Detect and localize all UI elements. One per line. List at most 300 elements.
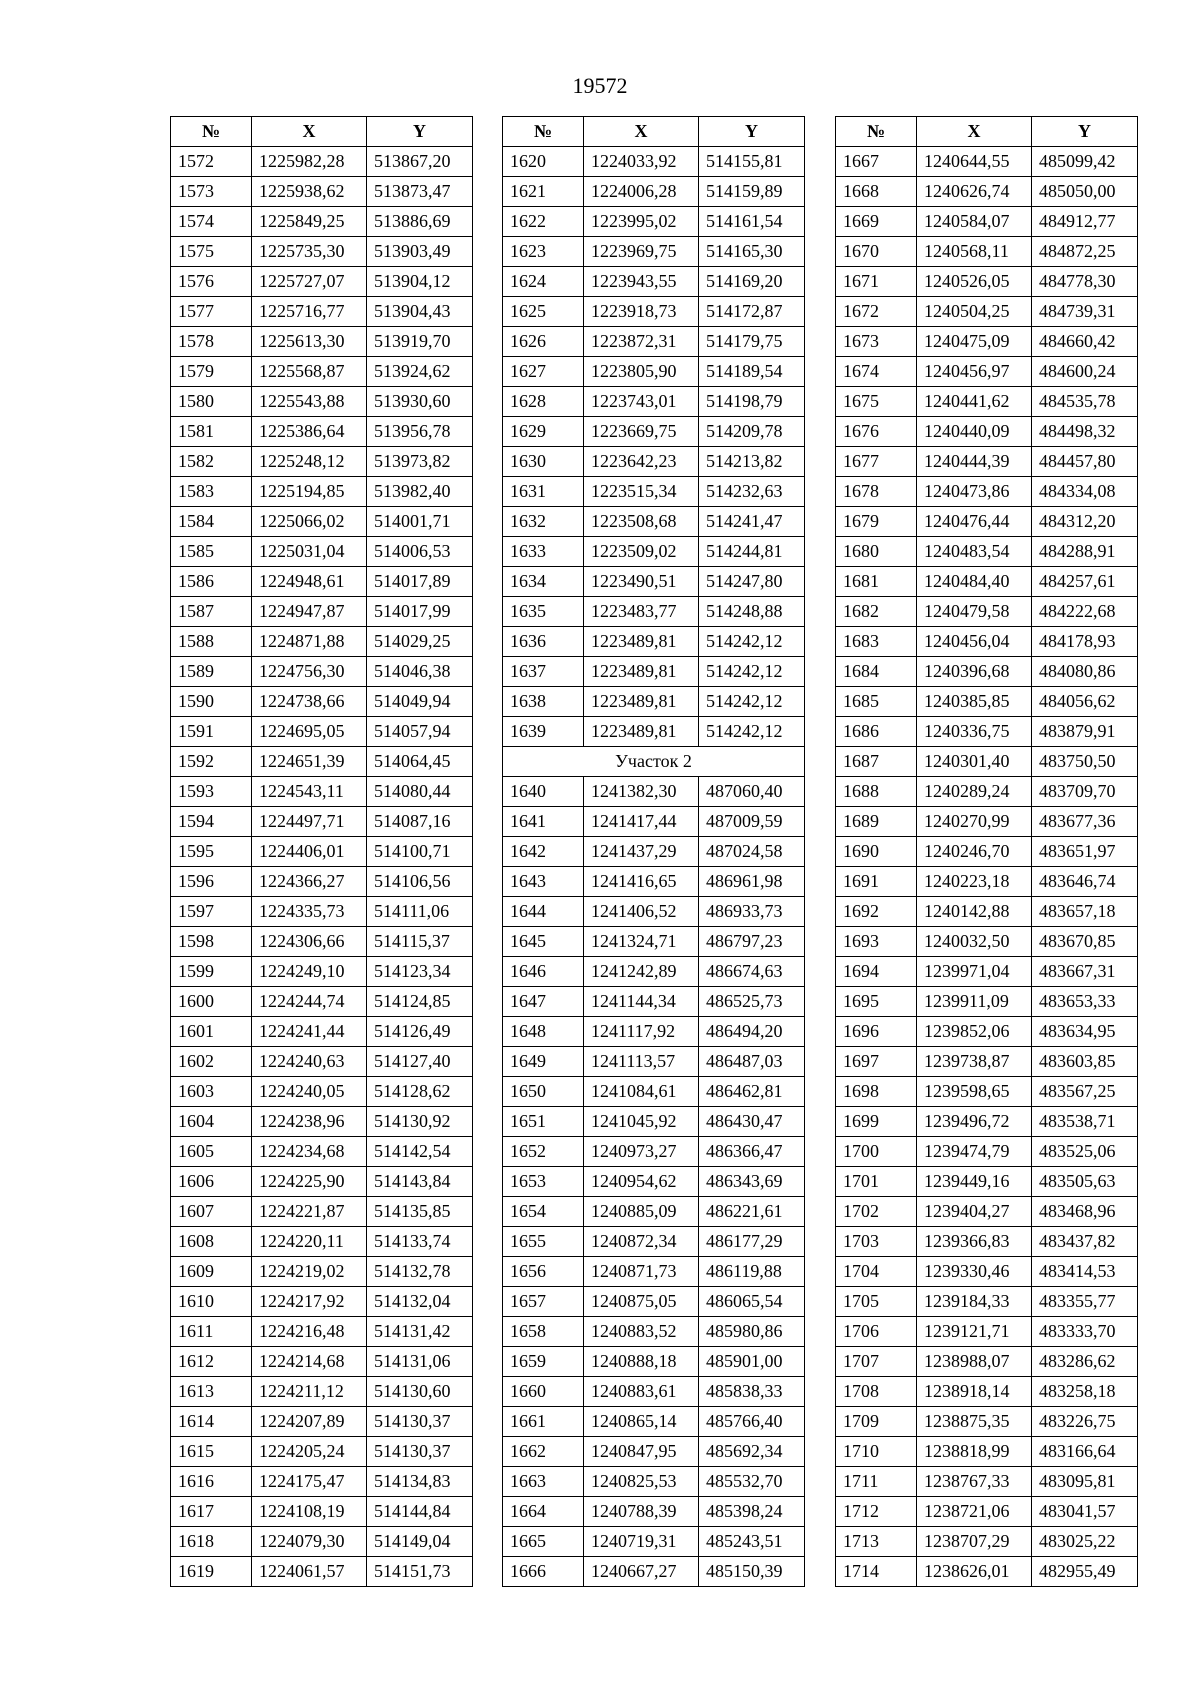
point-number-cell: 1709	[836, 1407, 917, 1437]
y-coordinate-cell: 484498,32	[1032, 417, 1138, 447]
table-row	[503, 1407, 805, 1437]
y-coordinate-cell: 514057,94	[367, 717, 473, 747]
x-coordinate-cell: 1240456,04	[917, 627, 1032, 657]
table-header-row	[503, 117, 805, 147]
x-coordinate-cell: 1223483,77	[584, 597, 699, 627]
table-row	[503, 1197, 805, 1227]
point-number-cell: 1633	[503, 537, 584, 567]
x-coordinate-cell: 1224220,11	[252, 1227, 367, 1257]
x-coordinate-cell: 1240246,70	[917, 837, 1032, 867]
y-coordinate-cell: 514244,81	[699, 537, 805, 567]
x-coordinate-cell: 1223872,31	[584, 327, 699, 357]
table-row	[171, 837, 473, 867]
header-y: Y	[367, 117, 473, 147]
coordinates-table-1	[170, 116, 473, 1587]
header-x: X	[584, 117, 699, 147]
y-coordinate-cell: 486119,88	[699, 1257, 805, 1287]
x-coordinate-cell: 1224238,96	[252, 1107, 367, 1137]
y-coordinate-cell: 485050,00	[1032, 177, 1138, 207]
y-coordinate-cell: 514161,54	[699, 207, 805, 237]
table-row	[836, 1137, 1138, 1167]
table-row	[503, 627, 805, 657]
table-row	[836, 1197, 1138, 1227]
y-coordinate-cell: 483750,50	[1032, 747, 1138, 777]
point-number-cell: 1647	[503, 987, 584, 1017]
table-row	[171, 537, 473, 567]
x-coordinate-cell: 1241117,92	[584, 1017, 699, 1047]
y-coordinate-cell: 486430,47	[699, 1107, 805, 1137]
y-coordinate-cell: 514242,12	[699, 627, 805, 657]
point-number-cell: 1694	[836, 957, 917, 987]
table-row	[171, 807, 473, 837]
y-coordinate-cell: 484872,25	[1032, 237, 1138, 267]
y-coordinate-cell: 486961,98	[699, 867, 805, 897]
x-coordinate-cell: 1238721,06	[917, 1497, 1032, 1527]
point-number-cell: 1680	[836, 537, 917, 567]
table-row	[836, 597, 1138, 627]
point-number-cell: 1600	[171, 987, 252, 1017]
point-number-cell: 1656	[503, 1257, 584, 1287]
table-row	[171, 447, 473, 477]
point-number-cell: 1639	[503, 717, 584, 747]
point-number-cell: 1670	[836, 237, 917, 267]
y-coordinate-cell: 514134,83	[367, 1467, 473, 1497]
table-row	[503, 357, 805, 387]
y-coordinate-cell: 484457,80	[1032, 447, 1138, 477]
point-number-cell: 1625	[503, 297, 584, 327]
table-row	[171, 567, 473, 597]
x-coordinate-cell: 1240568,11	[917, 237, 1032, 267]
point-number-cell: 1605	[171, 1137, 252, 1167]
point-number-cell: 1668	[836, 177, 917, 207]
y-coordinate-cell: 514126,49	[367, 1017, 473, 1047]
y-coordinate-cell: 483041,57	[1032, 1497, 1138, 1527]
table-row	[503, 297, 805, 327]
y-coordinate-cell: 514189,54	[699, 357, 805, 387]
table-row	[171, 1137, 473, 1167]
x-coordinate-cell: 1224366,27	[252, 867, 367, 897]
point-number-cell: 1649	[503, 1047, 584, 1077]
x-coordinate-cell: 1240954,62	[584, 1167, 699, 1197]
y-coordinate-cell: 484056,62	[1032, 687, 1138, 717]
y-coordinate-cell: 483651,97	[1032, 837, 1138, 867]
x-coordinate-cell: 1240444,39	[917, 447, 1032, 477]
section-title: Участок 2	[503, 747, 805, 777]
y-coordinate-cell: 487009,59	[699, 807, 805, 837]
table-row	[503, 237, 805, 267]
x-coordinate-cell: 1223969,75	[584, 237, 699, 267]
point-number-cell: 1643	[503, 867, 584, 897]
table-row	[503, 507, 805, 537]
x-coordinate-cell: 1240504,25	[917, 297, 1032, 327]
point-number-cell: 1603	[171, 1077, 252, 1107]
point-number-cell: 1646	[503, 957, 584, 987]
table-row	[171, 357, 473, 387]
x-coordinate-cell: 1224234,68	[252, 1137, 367, 1167]
point-number-cell: 1705	[836, 1287, 917, 1317]
table-row	[171, 747, 473, 777]
x-coordinate-cell: 1223489,81	[584, 657, 699, 687]
header-x: X	[917, 117, 1032, 147]
point-number-cell: 1654	[503, 1197, 584, 1227]
x-coordinate-cell: 1240584,07	[917, 207, 1032, 237]
x-coordinate-cell: 1224211,12	[252, 1377, 367, 1407]
table-row	[503, 447, 805, 477]
point-number-cell: 1587	[171, 597, 252, 627]
x-coordinate-cell: 1239474,79	[917, 1137, 1032, 1167]
table-row	[836, 1467, 1138, 1497]
table-row	[836, 417, 1138, 447]
y-coordinate-cell: 513903,49	[367, 237, 473, 267]
x-coordinate-cell: 1223943,55	[584, 267, 699, 297]
x-coordinate-cell: 1223918,73	[584, 297, 699, 327]
x-coordinate-cell: 1241113,57	[584, 1047, 699, 1077]
table-row	[503, 417, 805, 447]
point-number-cell: 1622	[503, 207, 584, 237]
y-coordinate-cell: 514242,12	[699, 687, 805, 717]
point-number-cell: 1707	[836, 1347, 917, 1377]
x-coordinate-cell: 1224335,73	[252, 897, 367, 927]
x-coordinate-cell: 1240396,68	[917, 657, 1032, 687]
x-coordinate-cell: 1238875,35	[917, 1407, 1032, 1437]
table-row	[171, 627, 473, 657]
table-row	[836, 537, 1138, 567]
x-coordinate-cell: 1224225,90	[252, 1167, 367, 1197]
table-row	[171, 957, 473, 987]
point-number-cell: 1703	[836, 1227, 917, 1257]
point-number-cell: 1582	[171, 447, 252, 477]
x-coordinate-cell: 1240626,74	[917, 177, 1032, 207]
x-coordinate-cell: 1239184,33	[917, 1287, 1032, 1317]
table-row	[171, 1257, 473, 1287]
table-row	[836, 387, 1138, 417]
point-number-cell: 1648	[503, 1017, 584, 1047]
point-number-cell: 1584	[171, 507, 252, 537]
point-number-cell: 1599	[171, 957, 252, 987]
point-number-cell: 1620	[503, 147, 584, 177]
table-row	[836, 1437, 1138, 1467]
table-row	[836, 1407, 1138, 1437]
y-coordinate-cell: 514247,80	[699, 567, 805, 597]
point-number-cell: 1627	[503, 357, 584, 387]
table-row	[171, 1197, 473, 1227]
header-number: №	[171, 117, 252, 147]
x-coordinate-cell: 1224948,61	[252, 567, 367, 597]
x-coordinate-cell: 1241324,71	[584, 927, 699, 957]
point-number-cell: 1666	[503, 1557, 584, 1587]
x-coordinate-cell: 1225248,12	[252, 447, 367, 477]
x-coordinate-cell: 1241084,61	[584, 1077, 699, 1107]
table-row	[171, 1227, 473, 1257]
y-coordinate-cell: 487024,58	[699, 837, 805, 867]
header-number: №	[503, 117, 584, 147]
x-coordinate-cell: 1241416,65	[584, 867, 699, 897]
x-coordinate-cell: 1240667,27	[584, 1557, 699, 1587]
y-coordinate-cell: 514046,38	[367, 657, 473, 687]
x-coordinate-cell: 1240883,52	[584, 1317, 699, 1347]
point-number-cell: 1672	[836, 297, 917, 327]
y-coordinate-cell: 514133,74	[367, 1227, 473, 1257]
x-coordinate-cell: 1241144,34	[584, 987, 699, 1017]
x-coordinate-cell: 1241382,30	[584, 777, 699, 807]
table-row	[171, 987, 473, 1017]
table-row	[836, 807, 1138, 837]
x-coordinate-cell: 1240719,31	[584, 1527, 699, 1557]
point-number-cell: 1653	[503, 1167, 584, 1197]
table-row	[836, 777, 1138, 807]
table-row	[836, 987, 1138, 1017]
point-number-cell: 1597	[171, 897, 252, 927]
table-row	[503, 327, 805, 357]
y-coordinate-cell: 485980,86	[699, 1317, 805, 1347]
point-number-cell: 1671	[836, 267, 917, 297]
table-row	[836, 1107, 1138, 1137]
table-row	[171, 927, 473, 957]
y-coordinate-cell: 514232,63	[699, 477, 805, 507]
y-coordinate-cell: 514135,85	[367, 1197, 473, 1227]
table-row	[503, 1347, 805, 1377]
point-number-cell: 1697	[836, 1047, 917, 1077]
table-row	[503, 807, 805, 837]
y-coordinate-cell: 514017,99	[367, 597, 473, 627]
point-number-cell: 1607	[171, 1197, 252, 1227]
table-row	[171, 1377, 473, 1407]
x-coordinate-cell: 1240301,40	[917, 747, 1032, 777]
y-coordinate-cell: 514131,06	[367, 1347, 473, 1377]
point-number-cell: 1690	[836, 837, 917, 867]
y-coordinate-cell: 482955,49	[1032, 1557, 1138, 1587]
x-coordinate-cell: 1240032,50	[917, 927, 1032, 957]
point-number-cell: 1619	[171, 1557, 252, 1587]
y-coordinate-cell: 486177,29	[699, 1227, 805, 1257]
y-coordinate-cell: 483653,33	[1032, 987, 1138, 1017]
y-coordinate-cell: 514130,92	[367, 1107, 473, 1137]
point-number-cell: 1674	[836, 357, 917, 387]
table-row	[171, 1047, 473, 1077]
table-row	[503, 387, 805, 417]
table-row	[171, 1467, 473, 1497]
table-row	[836, 1347, 1138, 1377]
y-coordinate-cell: 514124,85	[367, 987, 473, 1017]
table-row	[503, 1317, 805, 1347]
table-row	[836, 657, 1138, 687]
x-coordinate-cell: 1240223,18	[917, 867, 1032, 897]
x-coordinate-cell: 1224695,05	[252, 717, 367, 747]
point-number-cell: 1640	[503, 777, 584, 807]
table-row	[503, 927, 805, 957]
point-number-cell: 1706	[836, 1317, 917, 1347]
y-coordinate-cell: 514198,79	[699, 387, 805, 417]
y-coordinate-cell: 486494,20	[699, 1017, 805, 1047]
x-coordinate-cell: 1225568,87	[252, 357, 367, 387]
table-row	[171, 1107, 473, 1137]
point-number-cell: 1661	[503, 1407, 584, 1437]
x-coordinate-cell: 1224108,19	[252, 1497, 367, 1527]
point-number-cell: 1632	[503, 507, 584, 537]
y-coordinate-cell: 514242,12	[699, 657, 805, 687]
y-coordinate-cell: 483437,82	[1032, 1227, 1138, 1257]
table-row	[836, 267, 1138, 297]
x-coordinate-cell: 1225194,85	[252, 477, 367, 507]
x-coordinate-cell: 1241242,89	[584, 957, 699, 987]
table-row	[836, 297, 1138, 327]
x-coordinate-cell: 1240142,88	[917, 897, 1032, 927]
y-coordinate-cell: 486487,03	[699, 1047, 805, 1077]
x-coordinate-cell: 1240888,18	[584, 1347, 699, 1377]
point-number-cell: 1611	[171, 1317, 252, 1347]
table-row	[503, 777, 805, 807]
table-row	[171, 1527, 473, 1557]
y-coordinate-cell: 514132,04	[367, 1287, 473, 1317]
x-coordinate-cell: 1224241,44	[252, 1017, 367, 1047]
point-number-cell: 1592	[171, 747, 252, 777]
point-number-cell: 1663	[503, 1467, 584, 1497]
x-coordinate-cell: 1239330,46	[917, 1257, 1032, 1287]
x-coordinate-cell: 1225735,30	[252, 237, 367, 267]
table-row	[171, 1557, 473, 1587]
y-coordinate-cell: 514144,84	[367, 1497, 473, 1527]
point-number-cell: 1682	[836, 597, 917, 627]
table-row	[171, 417, 473, 447]
y-coordinate-cell: 484312,20	[1032, 507, 1138, 537]
x-coordinate-cell: 1224249,10	[252, 957, 367, 987]
table-row	[836, 177, 1138, 207]
point-number-cell: 1700	[836, 1137, 917, 1167]
table-row	[836, 927, 1138, 957]
table-row	[503, 1287, 805, 1317]
x-coordinate-cell: 1238818,99	[917, 1437, 1032, 1467]
x-coordinate-cell: 1224006,28	[584, 177, 699, 207]
table-row	[171, 387, 473, 417]
table-row	[836, 687, 1138, 717]
table-row	[171, 717, 473, 747]
point-number-cell: 1613	[171, 1377, 252, 1407]
table-row	[836, 747, 1138, 777]
x-coordinate-cell: 1223515,34	[584, 477, 699, 507]
table-row	[836, 1287, 1138, 1317]
point-number-cell: 1676	[836, 417, 917, 447]
point-number-cell: 1573	[171, 177, 252, 207]
page-number: 19572	[572, 73, 628, 98]
table-row	[171, 1287, 473, 1317]
table-row	[503, 1257, 805, 1287]
y-coordinate-cell: 514064,45	[367, 747, 473, 777]
table-row	[836, 1017, 1138, 1047]
x-coordinate-cell: 1240847,95	[584, 1437, 699, 1467]
y-coordinate-cell: 483414,53	[1032, 1257, 1138, 1287]
x-coordinate-cell: 1224497,71	[252, 807, 367, 837]
table-row	[836, 627, 1138, 657]
table-row	[503, 837, 805, 867]
y-coordinate-cell: 514111,06	[367, 897, 473, 927]
x-coordinate-cell: 1240644,55	[917, 147, 1032, 177]
table-row	[171, 477, 473, 507]
point-number-cell: 1665	[503, 1527, 584, 1557]
y-coordinate-cell: 514087,16	[367, 807, 473, 837]
x-coordinate-cell: 1223743,01	[584, 387, 699, 417]
point-number-cell: 1596	[171, 867, 252, 897]
point-number-cell: 1698	[836, 1077, 917, 1107]
table-row	[503, 1527, 805, 1557]
x-coordinate-cell: 1224175,47	[252, 1467, 367, 1497]
x-coordinate-cell: 1224240,63	[252, 1047, 367, 1077]
x-coordinate-cell: 1225982,28	[252, 147, 367, 177]
point-number-cell: 1591	[171, 717, 252, 747]
x-coordinate-cell: 1239738,87	[917, 1047, 1032, 1077]
table-row	[171, 1317, 473, 1347]
point-number-cell: 1669	[836, 207, 917, 237]
point-number-cell: 1684	[836, 657, 917, 687]
table-row	[171, 597, 473, 627]
x-coordinate-cell: 1240788,39	[584, 1497, 699, 1527]
y-coordinate-cell: 484912,77	[1032, 207, 1138, 237]
x-coordinate-cell: 1224306,66	[252, 927, 367, 957]
x-coordinate-cell: 1239366,83	[917, 1227, 1032, 1257]
x-coordinate-cell: 1240484,40	[917, 567, 1032, 597]
table-row	[503, 717, 805, 747]
y-coordinate-cell: 513867,20	[367, 147, 473, 177]
y-coordinate-cell: 514149,04	[367, 1527, 473, 1557]
x-coordinate-cell: 1238918,14	[917, 1377, 1032, 1407]
point-number-cell: 1701	[836, 1167, 917, 1197]
y-coordinate-cell: 483525,06	[1032, 1137, 1138, 1167]
y-coordinate-cell: 483333,70	[1032, 1317, 1138, 1347]
point-number-cell: 1626	[503, 327, 584, 357]
y-coordinate-cell: 514127,40	[367, 1047, 473, 1077]
point-number-cell: 1713	[836, 1527, 917, 1557]
table-row	[503, 1557, 805, 1587]
point-number-cell: 1595	[171, 837, 252, 867]
x-coordinate-cell: 1240476,44	[917, 507, 1032, 537]
x-coordinate-cell: 1239971,04	[917, 957, 1032, 987]
y-coordinate-cell: 514179,75	[699, 327, 805, 357]
table-row	[503, 957, 805, 987]
y-coordinate-cell: 483166,64	[1032, 1437, 1138, 1467]
table-row	[836, 477, 1138, 507]
table-row	[171, 897, 473, 927]
x-coordinate-cell: 1238767,33	[917, 1467, 1032, 1497]
y-coordinate-cell: 486797,23	[699, 927, 805, 957]
y-coordinate-cell: 486065,54	[699, 1287, 805, 1317]
table-row	[836, 1077, 1138, 1107]
x-coordinate-cell: 1241406,52	[584, 897, 699, 927]
x-coordinate-cell: 1225386,64	[252, 417, 367, 447]
x-coordinate-cell: 1240475,09	[917, 327, 1032, 357]
x-coordinate-cell: 1225727,07	[252, 267, 367, 297]
y-coordinate-cell: 514080,44	[367, 777, 473, 807]
x-coordinate-cell: 1224756,30	[252, 657, 367, 687]
y-coordinate-cell: 485532,70	[699, 1467, 805, 1497]
table-row	[836, 867, 1138, 897]
point-number-cell: 1689	[836, 807, 917, 837]
point-number-cell: 1679	[836, 507, 917, 537]
section-row	[503, 747, 805, 777]
y-coordinate-cell: 483879,91	[1032, 717, 1138, 747]
table-row	[171, 297, 473, 327]
table-row	[836, 717, 1138, 747]
y-coordinate-cell: 514115,37	[367, 927, 473, 957]
point-number-cell: 1714	[836, 1557, 917, 1587]
table-row	[503, 147, 805, 177]
y-coordinate-cell: 514131,42	[367, 1317, 473, 1347]
point-number-cell: 1681	[836, 567, 917, 597]
point-number-cell: 1590	[171, 687, 252, 717]
x-coordinate-cell: 1240825,53	[584, 1467, 699, 1497]
point-number-cell: 1686	[836, 717, 917, 747]
x-coordinate-cell: 1224061,57	[252, 1557, 367, 1587]
y-coordinate-cell: 485766,40	[699, 1407, 805, 1437]
x-coordinate-cell: 1240385,85	[917, 687, 1032, 717]
